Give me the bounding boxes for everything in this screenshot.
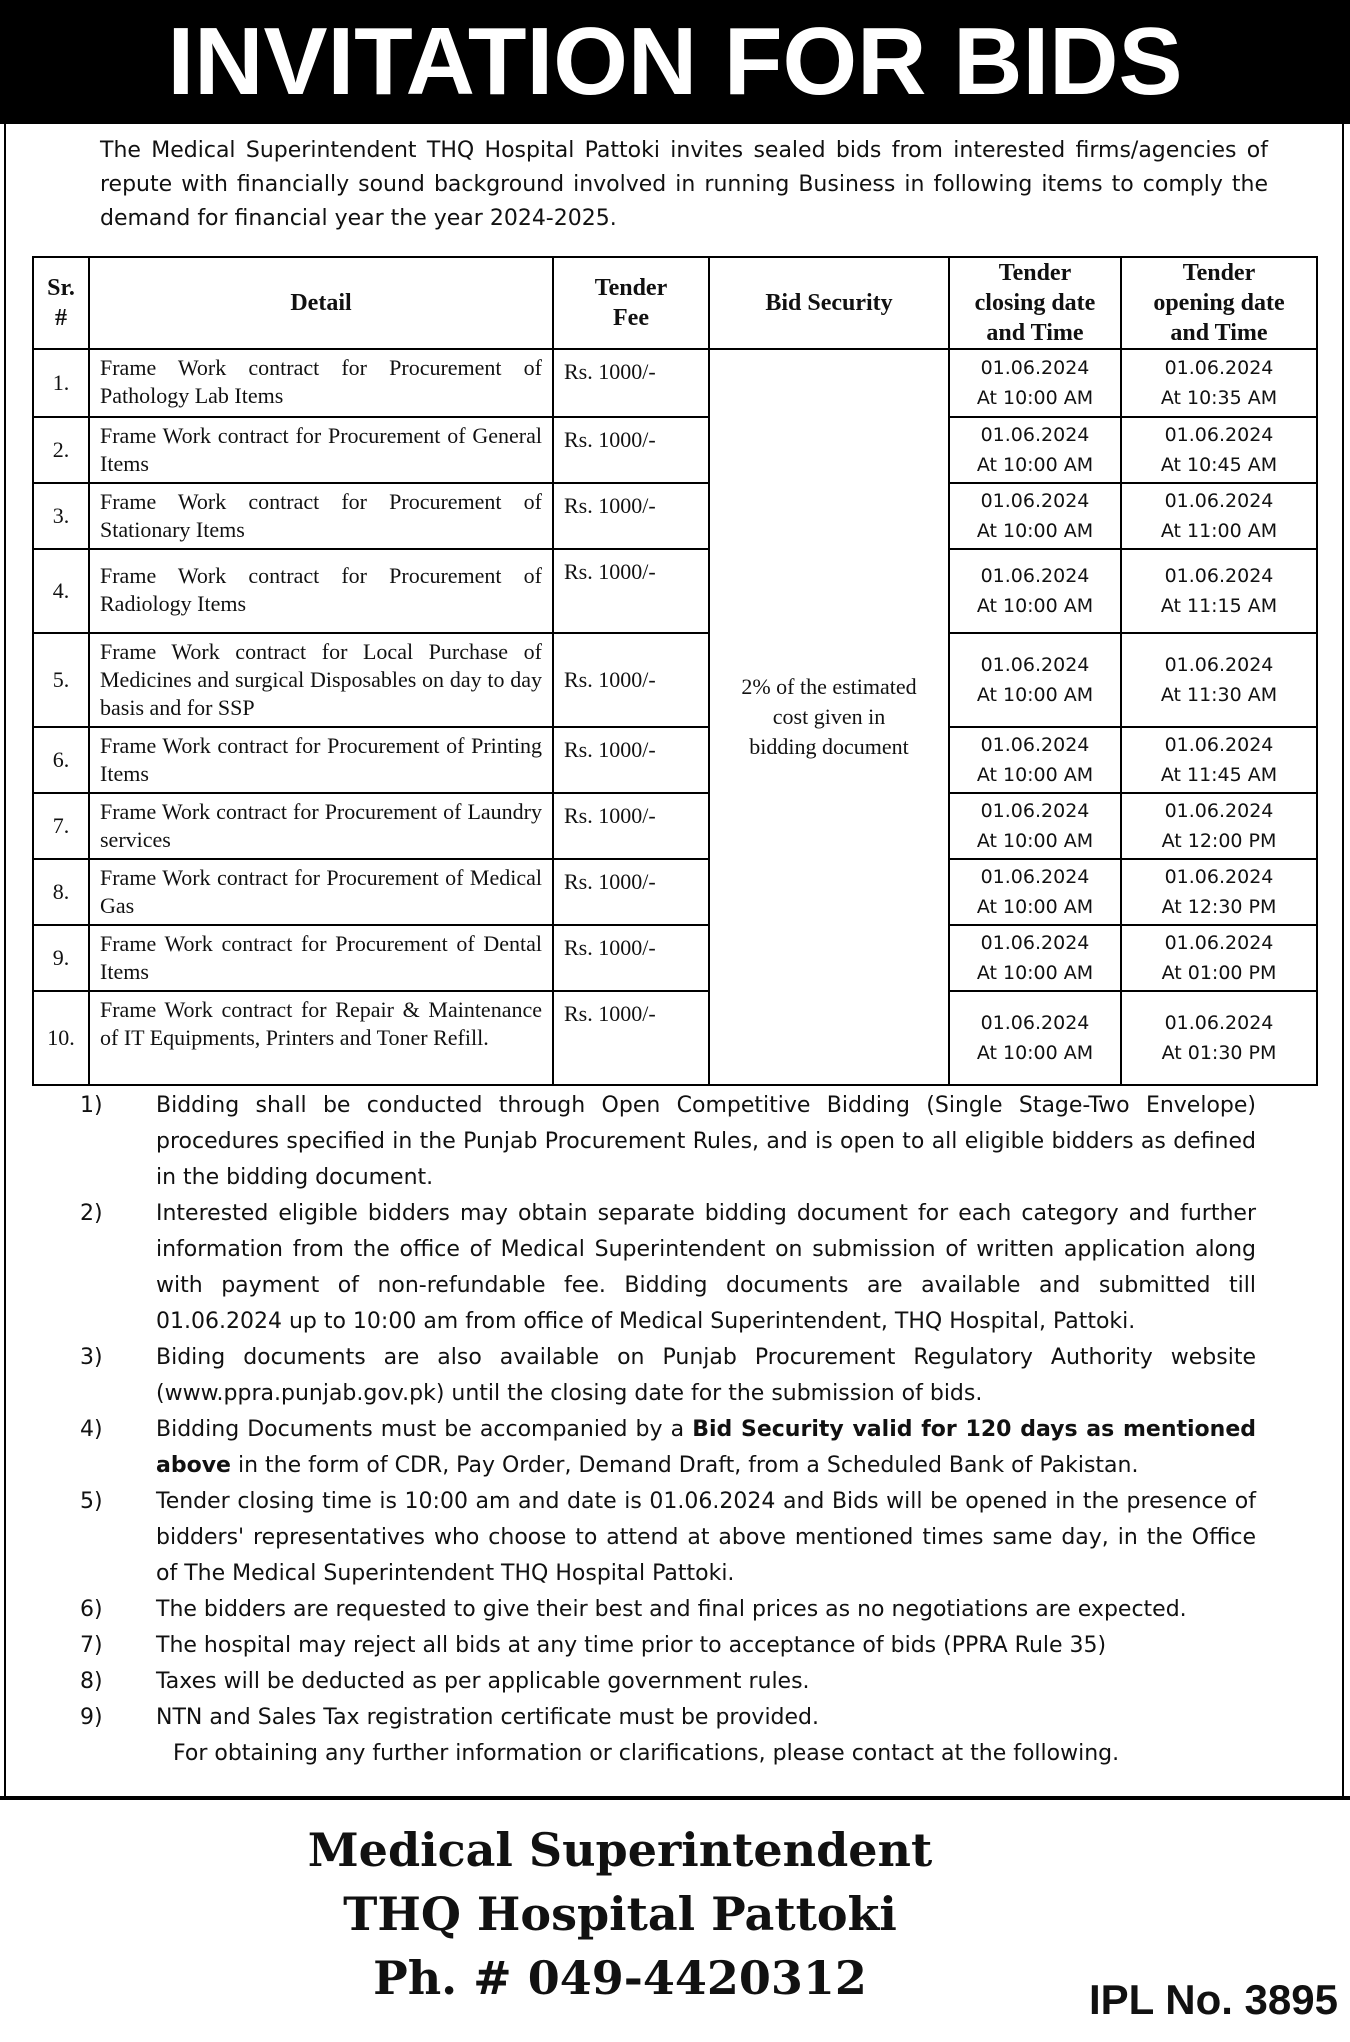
header-detail: Detail — [89, 257, 553, 349]
contact-hospital: THQ Hospital Pattoki — [343, 1887, 897, 1941]
row-detail: Frame Work contract for Procurement of General Items — [89, 417, 553, 483]
closing-date: 01.06.2024 — [980, 866, 1090, 888]
term-text: NTN and Sales Tax registration certificate must be provided. — [156, 1705, 820, 1730]
closing-date: 01.06.2024 — [980, 734, 1090, 756]
term-number: 8) — [80, 1669, 103, 1694]
opening-time: At 11:30 AM — [1160, 684, 1278, 706]
row-fee: Rs. 1000/- — [553, 349, 709, 417]
opening-date: 01.06.2024 — [1164, 734, 1274, 756]
row-fee: Rs. 1000/- — [553, 793, 709, 859]
opening-time: At 12:00 PM — [1161, 830, 1277, 852]
row-detail: Frame Work contract for Procurement of Medical Gas — [89, 859, 553, 925]
row-fee: Rs. 1000/- — [553, 417, 709, 483]
term-number: 4) — [80, 1417, 103, 1442]
row-opening — [1121, 417, 1317, 483]
header-fee — [553, 257, 709, 349]
header-closing-line1: Tender — [998, 260, 1072, 286]
opening-date: 01.06.2024 — [1164, 800, 1274, 822]
row-closing — [949, 859, 1121, 925]
row-closing — [949, 417, 1121, 483]
term-number: 5) — [80, 1489, 103, 1514]
row-opening — [1121, 727, 1317, 793]
row-closing — [949, 727, 1121, 793]
bid-security-line2: cost given in — [772, 704, 886, 729]
row-closing — [949, 349, 1121, 417]
list-item — [80, 1700, 1256, 1736]
table-row — [33, 349, 1317, 417]
opening-date: 01.06.2024 — [1164, 654, 1274, 676]
header-opening-line3: and Time — [1170, 320, 1268, 346]
closing-time: At 10:00 AM — [976, 962, 1094, 984]
page-title: INVITATION FOR BIDS — [0, 0, 1350, 124]
row-fee: Rs. 1000/- — [553, 925, 709, 991]
row-opening — [1121, 483, 1317, 549]
row-fee: Rs. 1000/- — [553, 991, 709, 1085]
row-detail: Frame Work contract for Procurement of Printing Items — [89, 727, 553, 793]
row-opening — [1121, 349, 1317, 417]
table-row — [33, 925, 1317, 991]
list-item — [80, 1412, 1256, 1484]
term-number: 3) — [80, 1345, 103, 1370]
row-fee: Rs. 1000/- — [553, 483, 709, 549]
closing-time: At 10:00 AM — [976, 1042, 1094, 1064]
header-opening — [1121, 257, 1317, 349]
row-closing — [949, 925, 1121, 991]
term-text-after: in the form of CDR, Pay Order, Demand Draft, from a Scheduled Bank of Pakistan. — [230, 1453, 1139, 1478]
term-text-before: Bidding Documents must be accompanied by a — [156, 1417, 693, 1442]
closing-date: 01.06.2024 — [980, 1012, 1090, 1034]
contact-block — [220, 1818, 1020, 2010]
bid-security-line1: 2% of the estimated — [741, 674, 917, 699]
tender-table — [32, 256, 1318, 1086]
list-item — [80, 1592, 1256, 1628]
table-row — [33, 483, 1317, 549]
row-sr: 10. — [33, 991, 89, 1085]
header-opening-line1: Tender — [1182, 260, 1256, 286]
closing-time: At 10:00 AM — [976, 764, 1094, 786]
intro-paragraph: The Medical Superintendent THQ Hospital Pattoki invites sealed bids from interested firms/agencies of repute with financially sound background involved in running Business in following items to comply the demand for financial year the year 2024-2025. — [100, 138, 1268, 231]
table-row — [33, 727, 1317, 793]
row-detail: Frame Work contract for Procurement of Laundry services — [89, 793, 553, 859]
table-row — [33, 633, 1317, 727]
closing-time: At 10:00 AM — [976, 830, 1094, 852]
contact-title: Medical Superintendent — [307, 1823, 933, 1877]
list-item — [80, 1196, 1256, 1340]
table-row — [33, 859, 1317, 925]
closing-date: 01.06.2024 — [980, 800, 1090, 822]
closing-date: 01.06.2024 — [980, 932, 1090, 954]
row-sr: 7. — [33, 793, 89, 859]
header-closing-line3: and Time — [986, 320, 1084, 346]
list-item — [80, 1628, 1256, 1664]
term-number: 9) — [80, 1705, 103, 1730]
row-opening — [1121, 549, 1317, 633]
term-number: 7) — [80, 1633, 103, 1658]
row-fee: Rs. 1000/- — [553, 633, 709, 727]
row-fee: Rs. 1000/- — [553, 549, 709, 633]
table-row — [33, 991, 1317, 1085]
row-detail: Frame Work contract for Procurement of Stationary Items — [89, 483, 553, 549]
header-bid-security: Bid Security — [709, 257, 949, 349]
table-row — [33, 549, 1317, 633]
closing-date: 01.06.2024 — [980, 490, 1090, 512]
closing-date: 01.06.2024 — [980, 424, 1090, 446]
term-number: 2) — [80, 1201, 103, 1226]
table-row — [33, 417, 1317, 483]
header-sr-line2: # — [55, 305, 67, 331]
header-closing-line2: closing date — [974, 290, 1096, 316]
closing-time: At 10:00 AM — [976, 684, 1094, 706]
header-fee-line1: Tender — [594, 275, 668, 301]
opening-time: At 10:45 AM — [1160, 454, 1278, 476]
closing-time: At 10:00 AM — [976, 387, 1094, 409]
row-fee: Rs. 1000/- — [553, 859, 709, 925]
row-opening — [1121, 925, 1317, 991]
closing-time: At 10:00 AM — [976, 896, 1094, 918]
bid-security-line3: bidding document — [749, 734, 909, 759]
contact-phone: Ph. # 049-4420312 — [373, 1951, 867, 2005]
opening-time: At 11:15 AM — [1160, 595, 1278, 617]
bid-security-cell — [709, 349, 949, 1085]
header-fee-line2: Fee — [613, 305, 649, 331]
opening-time: At 11:45 AM — [1160, 764, 1278, 786]
term-number: 1) — [80, 1093, 103, 1118]
list-item — [80, 1484, 1256, 1592]
row-opening — [1121, 991, 1317, 1085]
opening-date: 01.06.2024 — [1164, 565, 1274, 587]
row-sr: 9. — [33, 925, 89, 991]
row-closing — [949, 483, 1121, 549]
row-opening — [1121, 859, 1317, 925]
closing-time: At 10:00 AM — [976, 520, 1094, 542]
row-opening — [1121, 793, 1317, 859]
term-text: Bidding shall be conducted through Open Competitive Bidding (Single Stage-Two Envelope) procedures specified in the Punjab Procurement Rules, and is open to all eligible bidders as defined in the bidding document. — [156, 1093, 1256, 1190]
closing-date: 01.06.2024 — [980, 654, 1090, 676]
opening-time: At 01:00 PM — [1161, 962, 1277, 984]
row-detail: Frame Work contract for Repair & Maintenance of IT Equipments, Printers and Toner Refill. — [89, 991, 553, 1085]
row-detail: Frame Work contract for Procurement of Radiology Items — [89, 549, 553, 633]
closing-note: For obtaining any further information or clarifications, please contact at the following. — [173, 1741, 1120, 1766]
term-text: Tender closing time is 10:00 am and date is 01.06.2024 and Bids will be opened in the presence of bidders' representatives who choose to attend at above mentioned times same day, in the Office of The Medical Superintendent THQ Hospital Pattoki. — [156, 1489, 1256, 1586]
row-detail: Frame Work contract for Procurement of Pathology Lab Items — [89, 349, 553, 417]
term-text: The bidders are requested to give their best and final prices as no negotiations are expected. — [156, 1597, 1187, 1622]
list-item — [80, 1088, 1256, 1196]
opening-time: At 01:30 PM — [1161, 1042, 1277, 1064]
table-row — [33, 793, 1317, 859]
header-sr — [33, 257, 89, 349]
term-text-bold: Bid Security valid for 120 days as mentioned above — [156, 1417, 1256, 1478]
header-sr-line1: Sr. — [47, 275, 75, 301]
opening-date: 01.06.2024 — [1164, 932, 1274, 954]
list-item — [80, 1664, 1256, 1700]
table-header-row — [33, 257, 1317, 349]
row-opening — [1121, 633, 1317, 727]
term-text — [156, 1412, 1256, 1484]
ipl-number: IPL No. 3895 — [1088, 1976, 1338, 2023]
row-sr: 1. — [33, 349, 89, 417]
term-number: 6) — [80, 1597, 103, 1622]
row-closing — [949, 633, 1121, 727]
term-text: The hospital may reject all bids at any time prior to acceptance of bids (PPRA Rule 35) — [156, 1633, 1107, 1658]
closing-time: At 10:00 AM — [976, 454, 1094, 476]
row-closing — [949, 991, 1121, 1085]
term-text: Interested eligible bidders may obtain separate bidding document for each category and further information from the office of Medical Superintendent on submission of written application along with payment of non-refundable fee. Bidding documents are available and submitted till 01.06.2024 up to 10:00 am from office of Medical Superintendent, THQ Hospital, Pattoki. — [156, 1201, 1256, 1334]
terms-list — [80, 1088, 1256, 1772]
opening-time: At 12:30 PM — [1161, 896, 1277, 918]
row-sr: 4. — [33, 549, 89, 633]
opening-time: At 11:00 AM — [1160, 520, 1278, 542]
list-item — [80, 1340, 1256, 1412]
closing-date: 01.06.2024 — [980, 565, 1090, 587]
opening-date: 01.06.2024 — [1164, 357, 1274, 379]
opening-date: 01.06.2024 — [1164, 1012, 1274, 1034]
term-text: Biding documents are also available on Punjab Procurement Regulatory Authority website (www.ppra.punjab.gov.pk) until the closing date for the submission of bids. — [156, 1345, 1256, 1406]
opening-date: 01.06.2024 — [1164, 490, 1274, 512]
opening-time: At 10:35 AM — [1160, 387, 1278, 409]
closing-date: 01.06.2024 — [980, 357, 1090, 379]
header-opening-line2: opening date — [1153, 290, 1285, 316]
opening-date: 01.06.2024 — [1164, 866, 1274, 888]
term-text: Taxes will be deducted as per applicable government rules. — [156, 1669, 810, 1694]
row-sr: 8. — [33, 859, 89, 925]
row-sr: 3. — [33, 483, 89, 549]
row-detail: Frame Work contract for Procurement of Dental Items — [89, 925, 553, 991]
header-closing — [949, 257, 1121, 349]
row-closing — [949, 549, 1121, 633]
row-sr: 2. — [33, 417, 89, 483]
row-sr: 6. — [33, 727, 89, 793]
footer-divider — [0, 1796, 1350, 1800]
row-sr: 5. — [33, 633, 89, 727]
closing-time: At 10:00 AM — [976, 595, 1094, 617]
row-closing — [949, 793, 1121, 859]
row-fee: Rs. 1000/- — [553, 727, 709, 793]
row-detail: Frame Work contract for Local Purchase of Medicines and surgical Disposables on day to day basis and for SSP — [89, 633, 553, 727]
opening-date: 01.06.2024 — [1164, 424, 1274, 446]
